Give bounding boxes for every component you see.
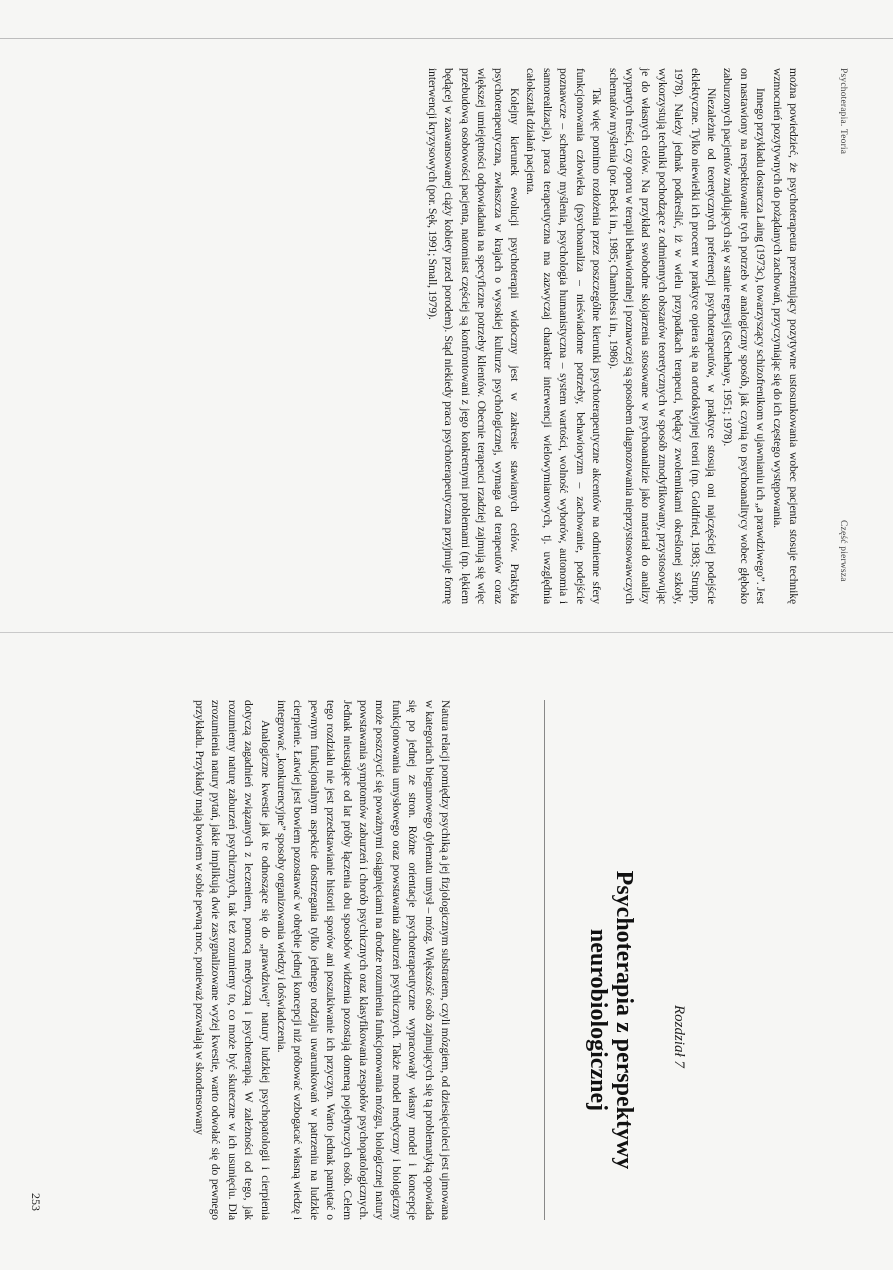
running-header-right: Część pierwsza bbox=[838, 520, 848, 582]
chapter-title-line: neurobiologicznej bbox=[585, 928, 611, 1112]
chapter-rule bbox=[544, 700, 545, 1220]
page-number: 253 bbox=[29, 1193, 43, 1211]
paragraph: Niezależnie od teoretycznych preferencji psychoterapeutów, w praktyce stosują oni najczęściej podejście eklektyczne. Tylko niewielki ich procent w praktyce opiera się na ortodoksyjnej teorii (np. Goldfried, 1983; Strupp, 1978). Należy jednak podkreślić, iż w wielu przypadkach terapeuci, będący zwolennikami określonej szkoły, wykorzystują techniki pochodzące z odmiennych obszarów teoretycznych w sposób zmodyfikowany, przystosowując je do własnych celów. Na przykład swobodne skojarzenia stosowane w psychoanalizie jako materiał do analizy wypartych treści, czy oporu w terapii behawioralnej i poznawczej są sposobem diagnozowania nieprzystosowawczych schematów myślenia (por. Beck i in., 1985; Chambless i in., 1986). bbox=[606, 68, 718, 604]
left-page-text bbox=[253, 68, 801, 604]
paragraph: Kolejny kierunek ewolucji psychoterapii widoczny jest w zakresie stawianych celów. Praktyka psychoterapeutyczna, zwłaszcza w krajach o wysokiej kulturze psychologicznej, wymaga od terapeutów coraz większej umiejętności odpowiadania na specyficzne potrzeby klientów. Obecnie terapeuci rzadziej zajmują się więc przebudową osobowości pacjenta, natomiast częściej są konfrontowani z jego konkretnymi problemami (np. lękiem będącej w zaawansowanej ciąży kobiety przed porodem). Stąd niekiedy praca psychoterapeutyczna przyjmuje formę interwencji kryzysowych (por. Sęk, 1991; Small, 1979). bbox=[426, 68, 522, 604]
paragraph: Analogiczne kwestie jak te odnoszące się do „prawdziwej” natury ludzkiej psychopatologii i cierpienia dotyczą zagadnień związanych z leczeniem, pomocą medyczną i psychoterapią. W zależności od tego, jak rozumiemy naturę zaburzeń psychicznych, tak też rozumiemy to, co może być skuteczne w ich usunięciu. Dla zrozumienia natury pytań, jakie implikują dwie zasygnalizowane wyżej kwestie, warto odwołać się do pewnego przykładu. Przykłady mają bowiem w sobie pewną moc, ponieważ pozwalają w skondensowany bbox=[192, 700, 272, 1220]
chapter-title bbox=[585, 770, 637, 1270]
running-header-left: Psychoterapia. Teoria bbox=[838, 68, 848, 155]
paragraph: Innego przykładu dostarcza Laing (1973c), towarzyszący schizofrenikom w ujawnianiu ich „a prawdziwego”. Jest on nastawiony na respektowanie tych potrzeb w analogiczny sposób, jak czynią to psychoanalitycy wobec głęboko zaburzonych pacjentów znajdujących się w stanie regresji (Sechehaye, 1951; 1978). bbox=[721, 68, 768, 604]
paragraph: Natura relacji pomiędzy psychiką a jej fizjologicznym substratem, czyli mózgiem, od dziesięcioleci jest ujmowana w kategoriach biegunowego dylematu umysł – mózg. Większość osób zajmujących się tą problematyką opowiada się po jednej ze stron. Różne orientacje psychoterapeutyczne wypracowały własny model i koncepcje funkcjonowania umysłowego oraz powstawania zaburzeń psychicznych. Także model medyczny i biologiczny może poszczycić się poważnymi osiągnięciami na drodze rozumienia funkcjonowania mózgu, biologicznej natury powstawania symptomów zaburzeń i chorób psychicznych oraz klasyfikowania zespołów psychopatologicznych. Jednak nieustające od lat próby łączenia obu sposobów widzenia pozostają domeną pojedynczych osób. Celem tego rozdziału nie jest przedstawianie historii sporów ani poszukiwanie ich przyczyn. Warto jednak pamiętać o pewnym funkcjonalnym aspekcie dostrzegania tylko jednego rodzaju uwarunkowań w patrzeniu na ludzkie cierpienie. Łatwiej jest bowiem pozostawać w obrębie jednej koncepcji niż próbować wzbogacać własną wiedzę i integrować „konkurencyjne” sposoby organizowania wiedzy i doświadczenia. bbox=[274, 700, 452, 1220]
right-page-text bbox=[78, 700, 453, 1220]
paragraph: Tak więc pomimo rozłożenia przez poszczególne kierunki psychoterapeutyczne akcentów na odmienne sfery funkcjonowania człowieka (psychoanaliza – nieświadome potrzeby, behawioryzm – zachowanie, podejście poznawcze – schematy myślenia, psychologia humanistyczna – system wartości, wolność wyborów, autonomia i samorealizacja), praca terapeutyczna ma zazwyczaj charakter interwencji wielowymiarowych, tj. uwzględnia całokształt działań pacjenta. bbox=[524, 68, 604, 604]
paragraph: można powiedzieć, że psychoterapeuta prezentujący pozytywne ustosunkowania wobec pacjenta stosuje technikę wzmocnień pozytywnych do pożądanych zachowań, przyczyniając się do ich częstego występowania. bbox=[770, 68, 800, 604]
chapter-title-line: Psychoterapia z perspektywy bbox=[611, 870, 637, 1170]
chapter-label: Rozdział 7 bbox=[671, 1005, 687, 1068]
